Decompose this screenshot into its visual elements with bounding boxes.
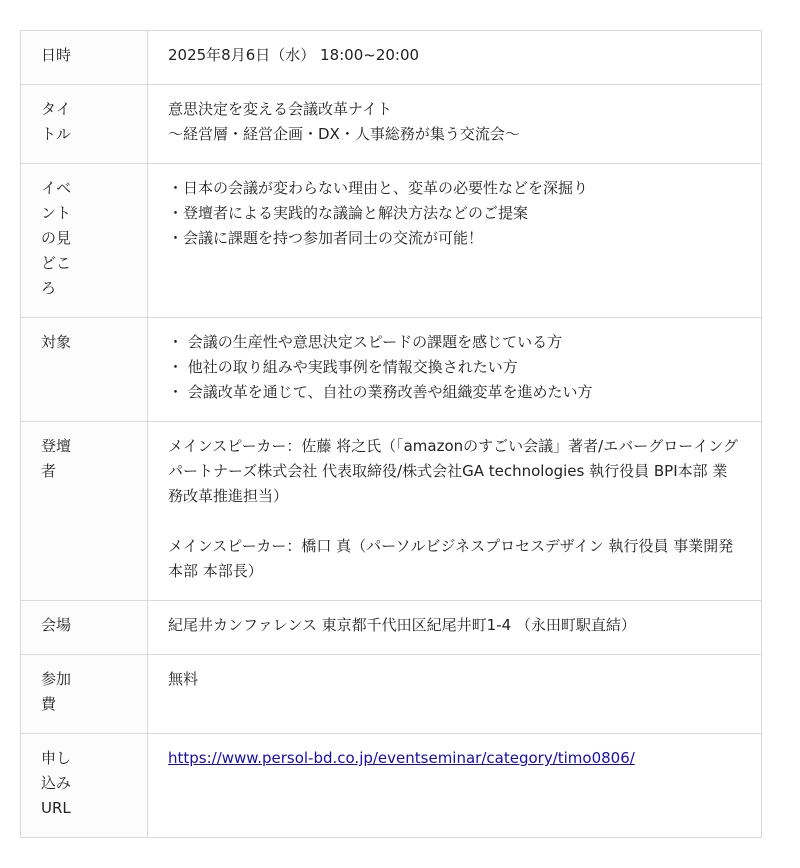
venue-label-cell	[21, 601, 148, 655]
fee-label: 参加費	[41, 670, 72, 713]
speakers-label-cell	[21, 422, 148, 601]
highlight-item: ・日本の会議が変わらない理由と、変革の必要性などを深掘り	[168, 179, 589, 197]
row-url	[21, 734, 762, 838]
highlights-label: イベントの見どころ	[41, 179, 72, 297]
highlight-item: ・登壇者による実践的な議論と解決方法などのご提案	[168, 204, 529, 222]
venue-value-cell	[148, 601, 762, 655]
url-label-cell	[21, 734, 148, 838]
speaker-item: メインスピーカー：橋口 真（パーソルビジネスプロセスデザイン 執行役員 事業開発本部 本部長）	[168, 537, 734, 580]
audience-value-cell	[148, 318, 762, 422]
speakers-label: 登壇者	[41, 437, 72, 480]
audience-item: ・ 会議の生産性や意思決定スピードの課題を感じている方	[168, 333, 563, 351]
url-value-cell	[148, 734, 762, 838]
datetime-value-cell	[148, 31, 762, 85]
audience-label-cell	[21, 318, 148, 422]
audience-item: ・ 会議改革を通じて、自社の業務改善や組織変革を進めたい方	[168, 383, 593, 401]
venue-label: 会場	[41, 616, 72, 634]
row-datetime	[21, 31, 762, 85]
title-line: 意思決定を変える会議改革ナイト	[168, 100, 392, 118]
speaker-item: メインスピーカー：佐藤 将之氏（「amazonのすごい会議」著者/エバーグローイングパートナーズ株式会社 代表取締役/株式会社GA technologies 執行役員 BPI本部 業務改革推進担当）	[168, 437, 738, 505]
title-label: タイトル	[41, 100, 72, 143]
url-label: 申し込みURL	[41, 749, 72, 817]
row-audience	[21, 318, 762, 422]
registration-link[interactable]: https://www.persol-bd.co.jp/eventseminar/category/timo0806/	[168, 749, 635, 767]
row-speakers	[21, 422, 762, 601]
title-label-cell	[21, 85, 148, 164]
venue-value: 紀尾井カンファレンス 東京都千代田区紀尾井町1-4 （永田町駅直結）	[168, 616, 636, 634]
fee-value-cell	[148, 655, 762, 734]
fee-value: 無料	[168, 670, 199, 688]
speaker-spacer	[168, 509, 741, 534]
row-fee	[21, 655, 762, 734]
title-value-cell	[148, 85, 762, 164]
datetime-label-cell	[21, 31, 148, 85]
row-venue	[21, 601, 762, 655]
fee-label-cell	[21, 655, 148, 734]
datetime-label: 日時	[41, 46, 72, 64]
datetime-value: 2025年8月6日（水） 18:00~20:00	[168, 46, 420, 64]
audience-item: ・ 他社の取り組みや実践事例を情報交換されたい方	[168, 358, 518, 376]
highlights-label-cell	[21, 164, 148, 318]
row-highlights	[21, 164, 762, 318]
audience-label: 対象	[41, 333, 72, 351]
speakers-value-cell	[148, 422, 762, 601]
highlights-value-cell	[148, 164, 762, 318]
highlight-item: ・会議に課題を持つ参加者同士の交流が可能！	[168, 229, 484, 247]
row-title	[21, 85, 762, 164]
title-subline: 〜経営層・経営企画・DX・人事総務が集う交流会〜	[168, 125, 520, 143]
event-info-table	[20, 30, 762, 838]
